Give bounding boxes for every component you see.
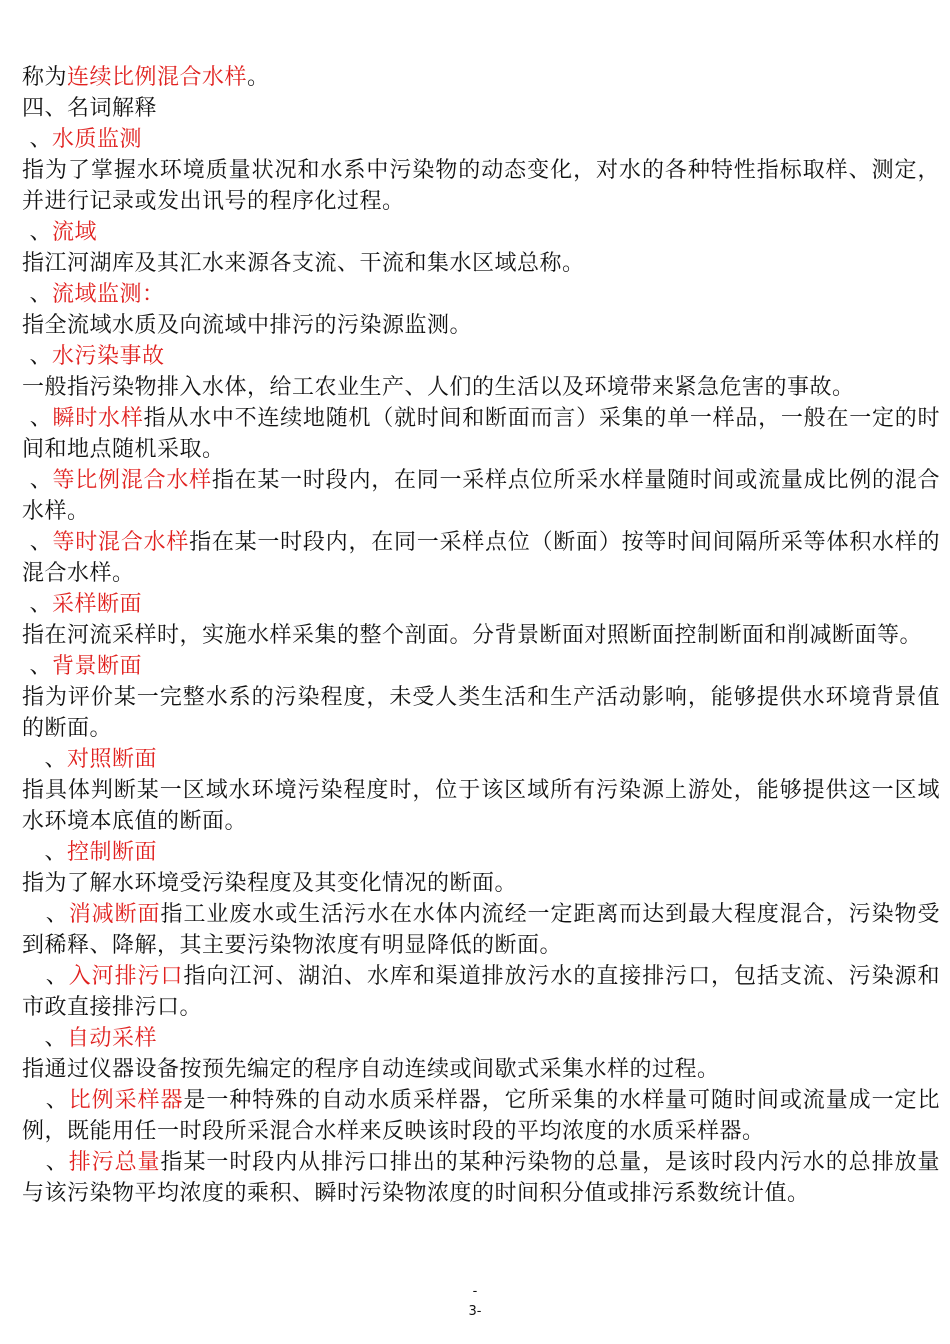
entry-term: 瞬时水样 [52, 406, 144, 431]
entry-line [22, 372, 940, 403]
entry-def: 指在某一时段内，在同一采样点位所采水样量随时间或流量成比例的混合水样。 [22, 468, 940, 524]
entry-lead: 、 [22, 530, 53, 555]
intro-prefix: 称为 [22, 65, 68, 90]
entry-line [22, 775, 940, 837]
entry-def: 指为了掌握水环境质量状况和水系中污染物的动态变化，对水的各种特性指标取样、测定，并进行记录或发出讯号的程序化过程。 [22, 158, 940, 214]
entry-term: 排污总量 [68, 1150, 161, 1175]
entry-line [22, 465, 940, 527]
entry-line [22, 620, 940, 651]
entry-def: 指从水中不连续地随机（就时间和断面而言）采集的单一样品，一般在一定的时间和地点随机采取。 [22, 406, 940, 462]
entry-lead: 、 [22, 1026, 67, 1051]
entry-term: 控制断面 [66, 840, 157, 865]
entry-term: 流域监测： [52, 282, 165, 307]
entry-line [22, 651, 940, 682]
entry-line [22, 961, 940, 1023]
entry-term: 背景断面 [52, 654, 143, 679]
entry-lead: 、 [22, 220, 52, 245]
entry-def: 一般指污染物排入水体，给工农业生产、人们的生活以及环境带来紧急危害的事故。 [22, 375, 855, 400]
entry-line [22, 589, 940, 620]
entry-lead: 、 [22, 1088, 69, 1113]
entry-line [22, 403, 940, 465]
entry-term: 等时混合水样 [52, 530, 190, 555]
entry-lead: 、 [22, 406, 53, 431]
entry-line [22, 310, 940, 341]
intro-line [22, 62, 940, 93]
entry-term: 入河排污口 [68, 964, 184, 989]
entry-line [22, 217, 940, 248]
entry-def: 指为了解水环境受污染程度及其变化情况的断面。 [22, 871, 518, 896]
entry-line [22, 1147, 940, 1209]
entry-def: 指江河湖库及其汇水来源各支流、干流和集水区域总称。 [22, 251, 585, 276]
entry-line [22, 279, 940, 310]
entry-lead: 、 [22, 964, 69, 989]
entry-def: 指向江河、湖泊、水库和渠道排放污水的直接排污口，包括支流、污染源和市政直接排污口。 [22, 964, 940, 1020]
entry-lead: 、 [22, 840, 67, 865]
entry-lead: 、 [22, 344, 52, 369]
entry-term: 消减断面 [68, 902, 161, 927]
entry-lead: 、 [22, 1150, 69, 1175]
entry-def: 是一种特殊的自动水质采样器，它所采集的水样量可随时间或流量成一定比例，既能用任一时段所采混合水样来反映该时段的平均浓度的水质采样器。 [22, 1088, 940, 1144]
entry-term: 流域 [52, 220, 98, 245]
entry-line [22, 341, 940, 372]
entry-lead: 、 [22, 654, 52, 679]
entry-def: 指全流域水质及向流域中排污的污染源监测。 [22, 313, 473, 338]
entry-line [22, 1085, 940, 1147]
entry-term: 水质监测 [52, 127, 143, 152]
entry-line [22, 682, 940, 744]
entry-def: 指在某一时段内，在同一采样点位（断面）按等时间间隔所采等体积水样的混合水样。 [22, 530, 940, 586]
entry-line [22, 1054, 940, 1085]
entry-lead: 、 [22, 468, 53, 493]
entry-line [22, 124, 940, 155]
entry-term: 等比例混合水样 [52, 468, 212, 493]
entry-def: 指在河流采样时，实施水样采集的整个剖面。分背景断面对照断面控制断面和削减断面等。 [22, 623, 923, 648]
entry-term: 水污染事故 [52, 344, 165, 369]
entry-term: 对照断面 [66, 747, 157, 772]
entry-line [22, 899, 940, 961]
intro-suffix: 。 [247, 65, 270, 90]
entry-def: 指某一时段内从排污口排出的某种污染物的总量，是该时段内污水的总排放量与该污染物平均浓度的乘积、瞬时污染物浓度的时间积分值或排污系数统计值。 [22, 1150, 940, 1206]
entry-def: 指具体判断某一区域水环境污染程度时，位于该区域所有污染源上游处，能够提供这一区域水环境本底值的断面。 [22, 778, 940, 834]
intro-term: 连续比例混合水样 [67, 65, 248, 90]
entry-line [22, 1023, 940, 1054]
document-body [22, 62, 940, 1209]
entry-line [22, 248, 940, 279]
entry-term: 采样断面 [52, 592, 143, 617]
entry-line [22, 744, 940, 775]
entry-def: 指通过仪器设备按预先编定的程序自动连续或间歇式采集水样的过程。 [22, 1057, 720, 1082]
entry-line [22, 527, 940, 589]
entry-term: 比例采样器 [68, 1088, 184, 1113]
entry-lead: 、 [22, 902, 69, 927]
entry-line [22, 837, 940, 868]
entry-lead: 、 [22, 592, 52, 617]
entry-lead: 、 [22, 127, 52, 152]
entry-line [22, 868, 940, 899]
entry-line [22, 155, 940, 217]
page-number: 3- [468, 1304, 482, 1319]
entry-lead: 、 [22, 282, 52, 307]
entry-term: 自动采样 [66, 1026, 157, 1051]
entry-lead: 、 [22, 747, 67, 772]
footer-dash: - [472, 1284, 478, 1299]
section-heading: 四、名词解释 [22, 96, 158, 121]
entry-def: 指为评价某一完整水系的污染程度，未受人类生活和生产活动影响，能够提供水环境背景值的断面。 [22, 685, 940, 741]
entry-def: 指工业废水或生活污水在水体内流经一定距离而达到最大程度混合，污染物受到稀释、降解，其主要污染物浓度有明显降低的断面。 [22, 902, 940, 958]
